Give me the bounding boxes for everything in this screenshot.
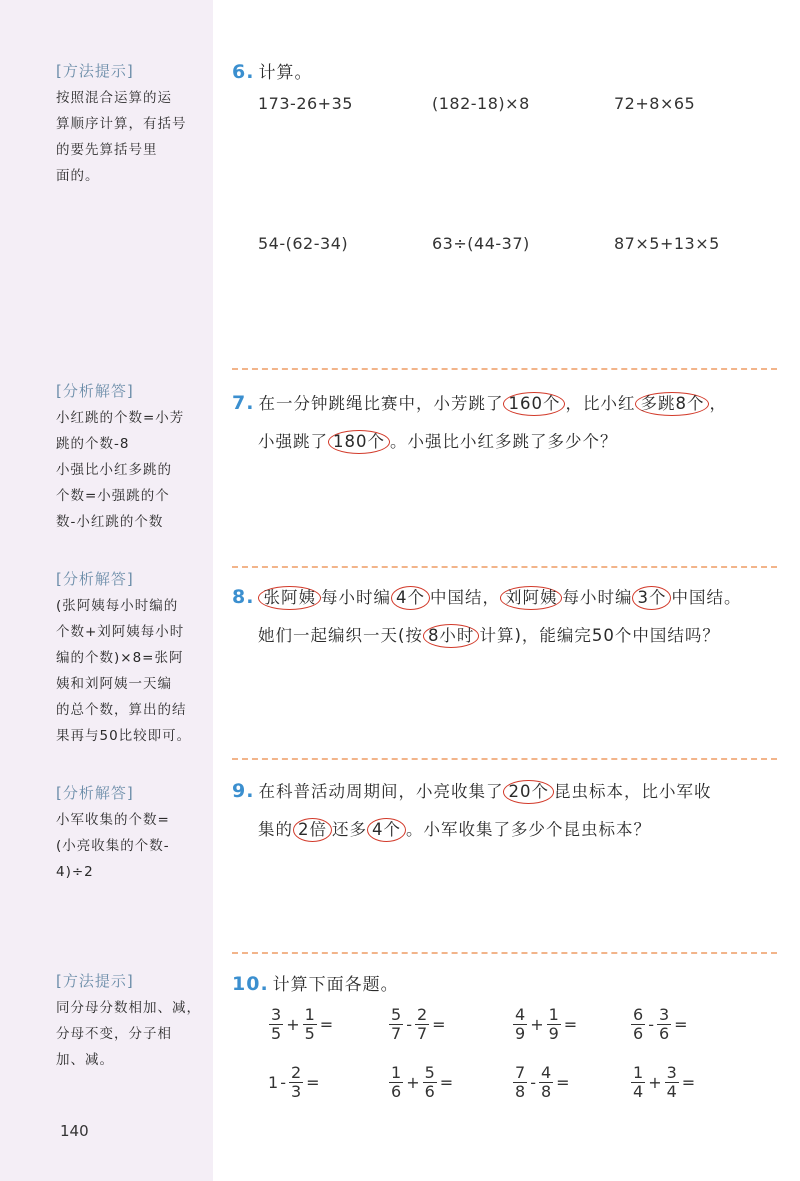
- fraction-expression: $\frac{1}{6}$ + $\frac{5}{6}$ =: [391, 1063, 454, 1101]
- fraction: $\frac{5}{6}$: [424, 1063, 435, 1101]
- fraction-expression: 1 - $\frac{2}{3}$ =: [268, 1063, 320, 1101]
- question-title: 计算下面各题。: [272, 975, 399, 995]
- text: 还多: [332, 820, 367, 839]
- text: 她们一起编织一天(按: [258, 626, 423, 645]
- hint-line: 算顺序计算，有括号: [56, 116, 187, 132]
- question-number: 6.: [232, 61, 255, 83]
- fraction: $\frac{1}{9}$: [548, 1005, 559, 1043]
- hint-method-6: [56, 60, 206, 189]
- text: 计算)，能编完50个中国结吗？: [479, 626, 720, 645]
- q8-line-2: [258, 622, 720, 648]
- q6-heading: [232, 58, 312, 83]
- fraction-expression: $\frac{6}{6}$ - $\frac{3}{6}$ =: [633, 1005, 688, 1043]
- text: ，: [709, 394, 727, 413]
- fraction-expression: $\frac{3}{5}$ + $\frac{1}{5}$ =: [271, 1005, 334, 1043]
- whole-number: 1: [268, 1073, 279, 1092]
- fraction: $\frac{2}{3}$: [290, 1063, 302, 1101]
- hint-line: 编的个数)×8=张阿: [56, 650, 184, 666]
- hint-line: 4)÷2: [56, 864, 94, 880]
- circled-keyword: 4个: [391, 586, 430, 610]
- hint-line: 的总个数，算出的结: [56, 702, 187, 718]
- text: 小强跳了: [258, 432, 328, 451]
- fraction: $\frac{6}{6}$: [633, 1005, 644, 1043]
- hint-line: 分母不变，分子相: [56, 1026, 172, 1042]
- hint-line: (小亮收集的个数-: [56, 838, 170, 854]
- hint-line: 个数=小强跳的个: [56, 488, 170, 504]
- text: 昆虫标本，比小军收: [553, 782, 712, 801]
- fraction-expression: $\frac{5}{7}$ - $\frac{2}{7}$ =: [391, 1005, 446, 1043]
- question-number: 10.: [232, 973, 269, 995]
- fraction: $\frac{7}{8}$: [515, 1063, 526, 1101]
- hint-line: (张阿姨每小时编的: [56, 598, 179, 614]
- hint-analysis-8: [56, 568, 206, 749]
- q8-line-1: [232, 584, 741, 610]
- text: ，比小红: [565, 394, 636, 413]
- text: 每小时编: [320, 588, 391, 607]
- expression: 63÷(44-37): [432, 234, 530, 253]
- divider: [232, 952, 777, 954]
- hint-line: 跳的个数-8: [56, 436, 130, 452]
- hint-line: 按照混合运算的运: [56, 90, 172, 106]
- fraction: $\frac{4}{9}$: [515, 1005, 526, 1043]
- fraction: $\frac{3}{4}$: [666, 1063, 677, 1101]
- text: 中国结，: [429, 588, 500, 607]
- question-number: 7.: [232, 392, 255, 414]
- fraction: $\frac{1}{6}$: [391, 1063, 402, 1101]
- hint-title: [分析解答]: [56, 570, 134, 588]
- circled-keyword: 张阿姨: [258, 586, 321, 610]
- fraction: $\frac{3}{6}$: [658, 1005, 670, 1043]
- expression: 54-(62-34): [258, 234, 349, 253]
- expression: 87×5+13×5: [614, 234, 720, 253]
- text: 集的: [258, 820, 293, 839]
- circled-keyword: 4个: [367, 818, 406, 842]
- question-number: 8.: [232, 586, 255, 608]
- hint-line: 小强比小红多跳的: [56, 462, 172, 478]
- circled-keyword: 180个: [328, 430, 390, 454]
- q9-line-1: [232, 778, 711, 804]
- expression: (182-18)×8: [432, 94, 530, 113]
- expression: 173-26+35: [258, 94, 353, 113]
- fraction-expression: $\frac{7}{8}$ - $\frac{4}{8}$ =: [515, 1063, 570, 1101]
- fraction: $\frac{1}{5}$: [304, 1005, 315, 1043]
- page-number: 140: [60, 1122, 89, 1140]
- text: 。小军收集了多少个昆虫标本？: [406, 820, 651, 839]
- circled-keyword: 20个: [503, 780, 554, 804]
- hint-title: [方法提示]: [56, 972, 134, 990]
- fraction: $\frac{4}{8}$: [540, 1063, 552, 1101]
- hint-line: 的要先算括号里: [56, 142, 158, 158]
- circled-keyword: 刘阿姨: [500, 586, 563, 610]
- circled-keyword: 多跳8个: [635, 392, 709, 416]
- text: 中国结。: [671, 588, 742, 607]
- q7-line-2: [258, 428, 618, 454]
- hint-line: 同分母分数相加、减，: [56, 1000, 201, 1016]
- q10-heading: [232, 970, 399, 995]
- circled-keyword: 2倍: [293, 818, 332, 842]
- hint-analysis-7: [56, 380, 206, 535]
- hint-title: [方法提示]: [56, 62, 134, 80]
- fraction-expression: $\frac{1}{4}$ + $\frac{3}{4}$ =: [633, 1063, 696, 1101]
- hint-line: 数-小红跳的个数: [56, 514, 164, 530]
- text: 每小时编: [562, 588, 633, 607]
- hint-line: 加、减。: [56, 1052, 114, 1068]
- circled-keyword: 3个: [632, 586, 671, 610]
- sidebar: [0, 0, 213, 1181]
- fraction: $\frac{2}{7}$: [416, 1005, 428, 1043]
- hint-title: [分析解答]: [56, 382, 134, 400]
- divider: [232, 758, 777, 760]
- fraction-expression: $\frac{4}{9}$ + $\frac{1}{9}$ =: [515, 1005, 578, 1043]
- circled-keyword: 8小时: [423, 624, 480, 648]
- hint-analysis-9: [56, 782, 206, 885]
- question-title: 计算。: [258, 63, 313, 83]
- q7-line-1: [232, 390, 727, 416]
- hint-line: 果再与50比较即可。: [56, 728, 192, 744]
- text: 在科普活动周期间，小亮收集了: [258, 782, 504, 801]
- hint-line: 小军收集的个数=: [56, 812, 170, 828]
- text: 在一分钟跳绳比赛中，小芳跳了: [258, 394, 504, 413]
- hint-line: 个数+刘阿姨每小时: [56, 624, 185, 640]
- question-number: 9.: [232, 780, 255, 802]
- hint-title: [分析解答]: [56, 784, 134, 802]
- text: 。小强比小红多跳了多少个？: [390, 432, 618, 451]
- fraction: $\frac{1}{4}$: [633, 1063, 644, 1101]
- circled-keyword: 160个: [503, 392, 565, 416]
- divider: [232, 368, 777, 370]
- q9-line-2: [258, 816, 651, 842]
- hint-line: 姨和刘阿姨一天编: [56, 676, 172, 692]
- expression: 72+8×65: [614, 94, 696, 113]
- hint-line: 面的。: [56, 168, 100, 184]
- fraction: $\frac{5}{7}$: [391, 1005, 402, 1043]
- fraction: $\frac{3}{5}$: [271, 1005, 282, 1043]
- hint-method-10: [56, 970, 206, 1073]
- divider: [232, 566, 777, 568]
- hint-line: 小红跳的个数=小芳: [56, 410, 185, 426]
